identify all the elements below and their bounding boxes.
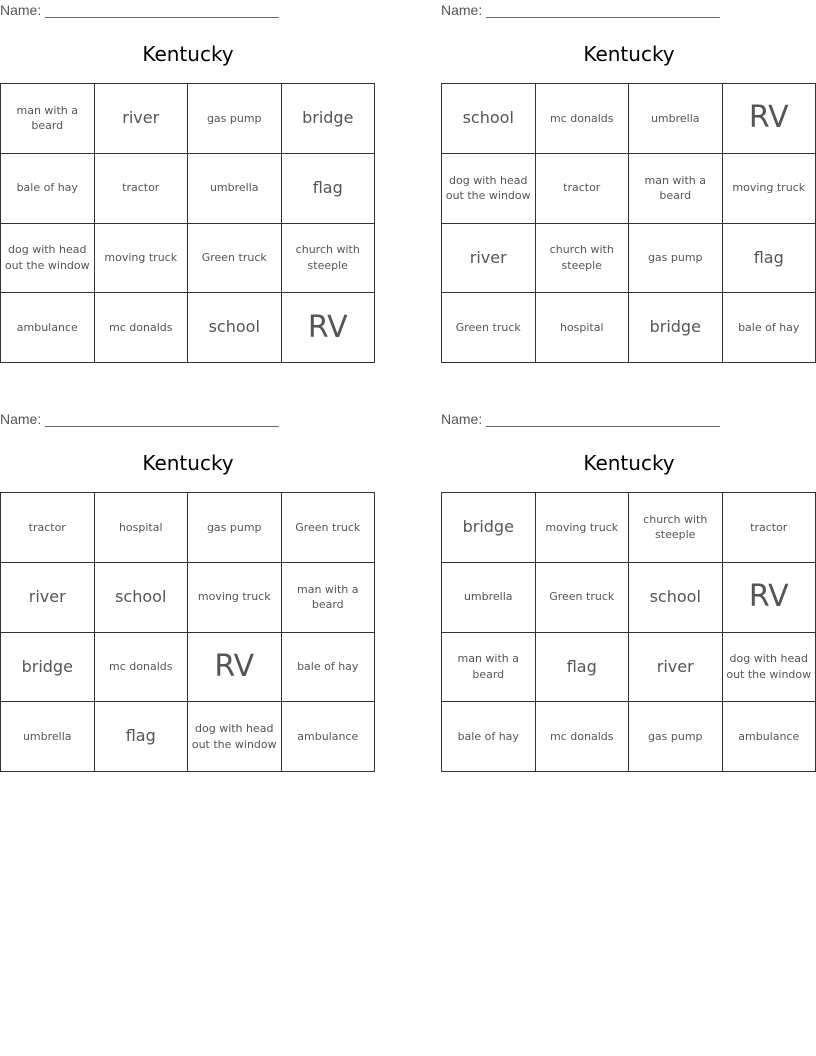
bingo-cell: school — [188, 293, 282, 363]
bingo-cell: tractor — [723, 493, 816, 563]
bingo-cell: man with a beard — [282, 563, 376, 633]
bingo-cell: RV — [723, 563, 816, 633]
bingo-cell: church with steeple — [629, 493, 723, 563]
bingo-cell: gas pump — [629, 702, 723, 772]
bingo-cell: bridge — [442, 493, 536, 563]
bingo-cell: ambulance — [1, 293, 95, 363]
bingo-card — [441, 409, 816, 789]
bingo-cell: umbrella — [1, 702, 95, 772]
bingo-cell: river — [442, 224, 536, 294]
card-title: Kentucky — [142, 451, 234, 475]
bingo-cell: gas pump — [188, 493, 282, 563]
bingo-cell: flag — [282, 154, 376, 224]
bingo-grid — [0, 83, 375, 363]
bingo-cell: bale of hay — [723, 293, 816, 363]
bingo-cell: flag — [536, 633, 630, 703]
bingo-cell: tractor — [1, 493, 95, 563]
bingo-cell: bridge — [629, 293, 723, 363]
bingo-cell: ambulance — [723, 702, 816, 772]
bingo-grid — [441, 492, 816, 772]
bingo-card — [0, 0, 376, 380]
bingo-card — [441, 0, 816, 380]
bingo-cell: mc donalds — [95, 633, 189, 703]
bingo-cell: RV — [723, 84, 816, 154]
bingo-cell: tractor — [536, 154, 630, 224]
bingo-grid — [441, 83, 816, 363]
bingo-cell: mc donalds — [536, 84, 630, 154]
bingo-cell: school — [95, 563, 189, 633]
bingo-cell: school — [629, 563, 723, 633]
bingo-cell: school — [442, 84, 536, 154]
name-line: Name: ______________________________ — [441, 411, 720, 427]
card-title: Kentucky — [583, 42, 675, 66]
bingo-cell: dog with head out the window — [1, 224, 95, 294]
bingo-cell: ambulance — [282, 702, 376, 772]
bingo-cell: RV — [282, 293, 376, 363]
name-line: Name: ______________________________ — [0, 411, 279, 427]
bingo-grid — [0, 492, 375, 772]
bingo-cell: flag — [95, 702, 189, 772]
bingo-cell: umbrella — [442, 563, 536, 633]
bingo-cell: river — [95, 84, 189, 154]
bingo-cell: hospital — [536, 293, 630, 363]
bingo-cell: Green truck — [536, 563, 630, 633]
name-line: Name: ______________________________ — [441, 2, 720, 18]
bingo-cell: bridge — [282, 84, 376, 154]
bingo-cell: moving truck — [95, 224, 189, 294]
bingo-cell: dog with head out the window — [723, 633, 816, 703]
bingo-cell: church with steeple — [536, 224, 630, 294]
bingo-cell: moving truck — [188, 563, 282, 633]
bingo-cell: Green truck — [188, 224, 282, 294]
bingo-cell: man with a beard — [442, 633, 536, 703]
bingo-cell: river — [629, 633, 723, 703]
bingo-cell: river — [1, 563, 95, 633]
bingo-cell: mc donalds — [95, 293, 189, 363]
bingo-cell: hospital — [95, 493, 189, 563]
bingo-cell: bridge — [1, 633, 95, 703]
bingo-cell: mc donalds — [536, 702, 630, 772]
bingo-cell: dog with head out the window — [188, 702, 282, 772]
bingo-cell: Green truck — [282, 493, 376, 563]
bingo-cell: umbrella — [629, 84, 723, 154]
bingo-cell: flag — [723, 224, 816, 294]
bingo-cell: tractor — [95, 154, 189, 224]
bingo-cell: moving truck — [723, 154, 816, 224]
bingo-cell: moving truck — [536, 493, 630, 563]
bingo-cell: bale of hay — [442, 702, 536, 772]
bingo-cell: RV — [188, 633, 282, 703]
bingo-cell: dog with head out the window — [442, 154, 536, 224]
bingo-cell: gas pump — [629, 224, 723, 294]
bingo-cell: umbrella — [188, 154, 282, 224]
bingo-cell: Green truck — [442, 293, 536, 363]
card-title: Kentucky — [583, 451, 675, 475]
bingo-cell: man with a beard — [1, 84, 95, 154]
bingo-cell: bale of hay — [1, 154, 95, 224]
bingo-cell: gas pump — [188, 84, 282, 154]
bingo-cell: man with a beard — [629, 154, 723, 224]
bingo-cell: bale of hay — [282, 633, 376, 703]
card-title: Kentucky — [142, 42, 234, 66]
bingo-cell: church with steeple — [282, 224, 376, 294]
name-line: Name: ______________________________ — [0, 2, 279, 18]
bingo-card — [0, 409, 376, 789]
